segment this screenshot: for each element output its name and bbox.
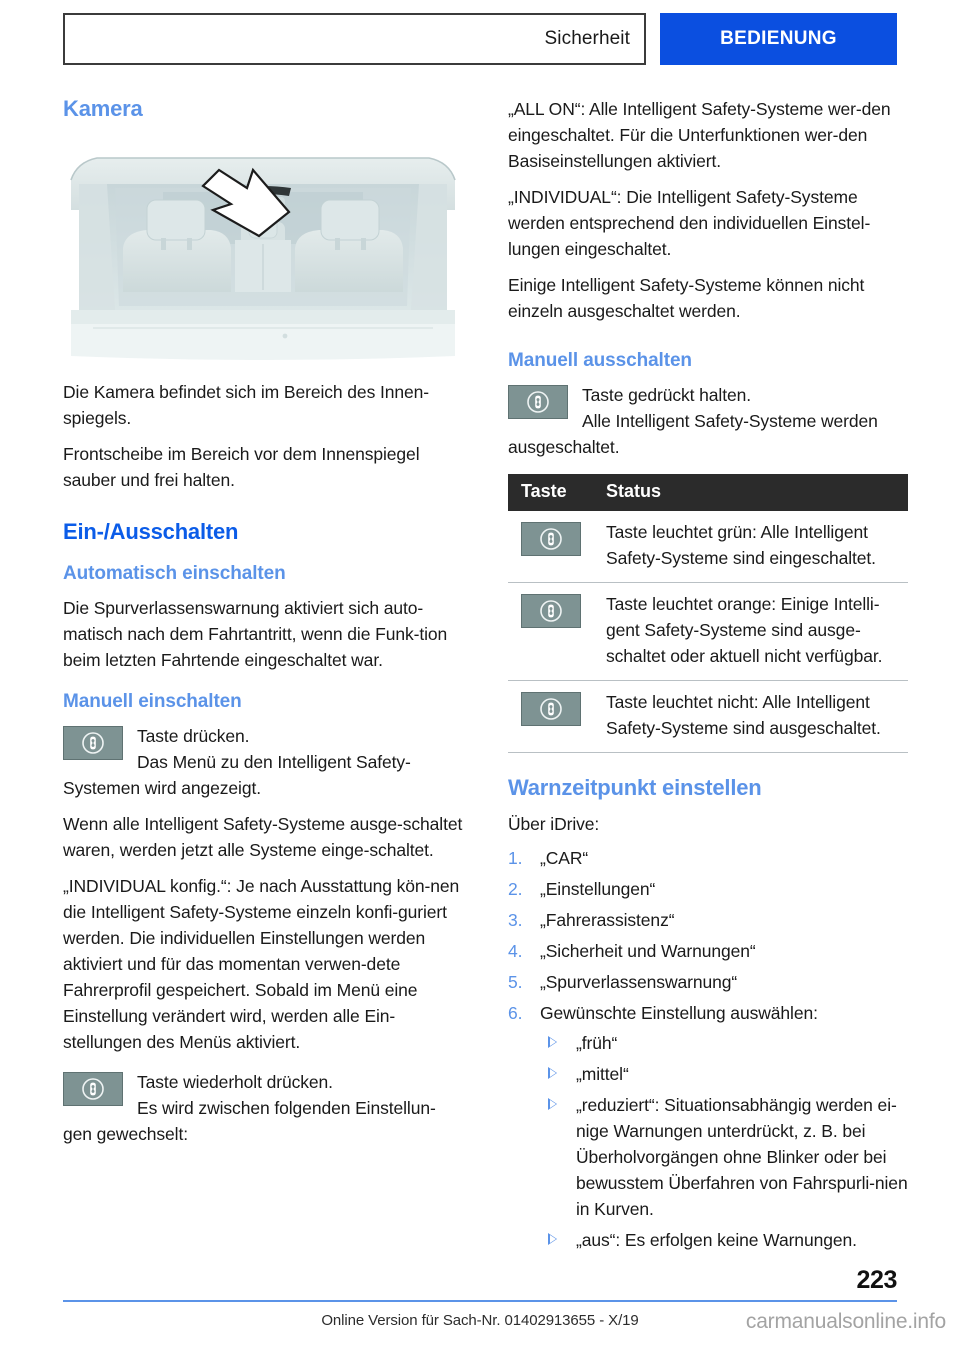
table-body xyxy=(508,511,908,753)
heading-automatic-on: Automatisch einschalten xyxy=(63,563,286,584)
header-chapter-box xyxy=(660,13,897,65)
column-header-status: Status xyxy=(600,474,908,511)
option-text: „früh“ xyxy=(576,1033,618,1053)
lane-departure-glyph xyxy=(538,526,564,552)
step-number: 4. xyxy=(508,941,523,961)
option-text: „mittel“ xyxy=(576,1064,629,1084)
header-section-label: Sicherheit xyxy=(544,28,630,49)
step-text: „Spurverlassenswarnung“ xyxy=(540,972,738,992)
table-cell-status: Taste leuchtet nicht: Alle Intelligent Safety-Systeme sind ausgeschaltet. xyxy=(600,681,908,753)
list-item xyxy=(540,1030,908,1056)
lane-departure-glyph xyxy=(80,1076,106,1102)
warn-time-option-list xyxy=(540,1030,908,1253)
lane-departure-button-icon[interactable] xyxy=(63,726,123,760)
step-text: „Fahrerassistenz“ xyxy=(540,910,675,930)
list-item xyxy=(508,969,908,995)
left-column xyxy=(63,96,463,1147)
some-systems-paragraph: Einige Intelligent Safety-Systeme können nicht einzeln ausgeschaltet werden. xyxy=(508,275,865,321)
manual-on-paragraph-2: „INDIVIDUAL konfig.“: Je nach Ausstattung kön-nen die Intelligent Safety-Systeme einzeln konfi-guriert werden. Die individuellen Einstellungen werden aktiviert und für das momentan verwen-dete Fahrerprofil gespeichert. Sobald im Menü eine Einstellung verändert wird, werden alle Ein-stellungen des Menüs aktiviert. xyxy=(63,876,460,1052)
table-cell-icon xyxy=(508,583,600,681)
lane-departure-glyph xyxy=(525,389,551,415)
list-item xyxy=(508,876,908,902)
individual-paragraph: „INDIVIDUAL“: Die Intelligent Safety-Systeme werden entsprechend den individuellen Einstel-lungen eingeschaltet. xyxy=(508,187,871,259)
right-column xyxy=(508,96,908,1258)
manual-off-step xyxy=(508,382,908,460)
table-row xyxy=(508,511,908,583)
page-number: 223 xyxy=(856,1266,897,1294)
footer-note: Online Version für Sach-Nr. 01402913655 - X/19 xyxy=(321,1312,639,1329)
triangle-bullet-icon xyxy=(548,1067,557,1079)
table-cell-icon xyxy=(508,681,600,753)
table-row xyxy=(508,681,908,753)
triangle-bullet-icon xyxy=(548,1098,557,1110)
table-header-row xyxy=(508,474,908,511)
list-item xyxy=(508,938,908,964)
camera-location-paragraph-2: Frontscheibe im Bereich vor dem Innenspiegel sauber und frei halten. xyxy=(63,444,420,490)
list-item xyxy=(540,1092,908,1222)
heading-manual-off: Manuell ausschalten xyxy=(508,350,692,371)
lane-departure-button-icon[interactable] xyxy=(63,1072,123,1106)
option-text: „reduziert“: Situationsabhängig werden ei-nige Warnungen unterdrückt, z. B. bei Überholvorgängen ohne Blinker oder bei bewusstem Überfahren von Fahrspurli-nien in Kurven. xyxy=(576,1095,908,1219)
camera-location-paragraph-1: Die Kamera befindet sich im Bereich des Innen-spiegels. xyxy=(63,382,430,428)
warn-time-intro: Über iDrive: xyxy=(508,814,600,834)
manual-on-step-1 xyxy=(63,723,463,801)
lane-departure-glyph xyxy=(538,696,564,722)
lane-departure-button-icon[interactable] xyxy=(521,522,581,556)
step-number: 5. xyxy=(508,972,523,992)
list-item xyxy=(540,1227,908,1253)
section-title-on-off: Ein-/Ausschalten xyxy=(63,519,239,544)
step-number: 1. xyxy=(508,848,523,868)
table-cell-icon xyxy=(508,511,600,583)
step-text: „Sicherheit und Warnungen“ xyxy=(540,941,756,961)
manual-off-step-action: Taste gedrückt halten. xyxy=(582,385,752,405)
list-item xyxy=(540,1061,908,1087)
column-header-taste: Taste xyxy=(508,474,600,511)
idrive-step-list xyxy=(508,845,908,1253)
list-item xyxy=(508,845,908,871)
header-section-box xyxy=(63,13,646,65)
page-title: Kamera xyxy=(63,96,143,121)
header-chapter-label: BEDIENUNG xyxy=(720,28,837,49)
camera-location-illustration xyxy=(63,140,463,365)
table-cell-status: Taste leuchtet grün: Alle Intelligent Safety-Systeme sind eingeschaltet. xyxy=(600,511,908,583)
page-header xyxy=(63,13,897,65)
heading-manual-on: Manuell einschalten xyxy=(63,691,242,712)
step-number: 2. xyxy=(508,879,523,899)
step-number: 6. xyxy=(508,1003,523,1023)
table-header xyxy=(508,474,908,511)
step-text: „CAR“ xyxy=(540,848,589,868)
manual-on-paragraph-1: Wenn alle Intelligent Safety-Systeme ausge-schaltet waren, werden jetzt alle Systeme einge-schaltet. xyxy=(63,814,463,860)
manual-on-step-2-action: Taste wiederholt drücken. xyxy=(137,1072,333,1092)
lane-departure-glyph xyxy=(80,730,106,756)
manual-on-step-2-result: Es wird zwischen folgenden Einstellun-gen gewechselt: xyxy=(63,1098,436,1144)
table-row xyxy=(508,583,908,681)
step-text: Gewünschte Einstellung auswählen: xyxy=(540,1003,818,1023)
triangle-bullet-icon xyxy=(548,1036,557,1048)
manual-off-step-result: Alle Intelligent Safety-Systeme werden ausgeschaltet. xyxy=(508,411,878,457)
lane-departure-glyph xyxy=(538,598,564,624)
manual-on-step-1-result: Das Menü zu den Intelligent Safety-Systemen wird angezeigt. xyxy=(63,752,411,798)
automatic-on-text: Die Spurverlassenswarnung aktiviert sich auto-matisch nach dem Fahrtantritt, wenn die Funk-tion beim letzten Fahrtende eingeschaltet war. xyxy=(63,598,448,670)
manual-on-step-2 xyxy=(63,1069,463,1147)
manual-on-step-1-action: Taste drücken. xyxy=(137,726,250,746)
step-text: „Einstellungen“ xyxy=(540,879,656,899)
footer-divider xyxy=(63,1300,897,1302)
list-item xyxy=(508,1000,908,1253)
heading-warn-time: Warnzeitpunkt einstellen xyxy=(508,775,762,800)
watermark-text: carmanualsonline.info xyxy=(745,1310,946,1333)
list-item xyxy=(508,907,908,933)
triangle-bullet-icon xyxy=(548,1233,557,1245)
option-text: „aus“: Es erfolgen keine Warnungen. xyxy=(576,1230,857,1250)
lane-departure-button-icon[interactable] xyxy=(521,692,581,726)
car-interior-drawing xyxy=(63,140,463,365)
lane-departure-button-icon[interactable] xyxy=(508,385,568,419)
step-number: 3. xyxy=(508,910,523,930)
table-cell-status: Taste leuchtet orange: Einige Intelli-gent Safety-Systeme sind ausge-schaltet oder aktuell nicht verfügbar. xyxy=(600,583,908,681)
button-status-table xyxy=(508,474,908,753)
lane-departure-button-icon[interactable] xyxy=(521,594,581,628)
all-on-paragraph: „ALL ON“: Alle Intelligent Safety-Systeme wer-den eingeschaltet. Für die Unterfunktionen wer-den Basiseinstellungen aktiviert. xyxy=(508,99,891,171)
